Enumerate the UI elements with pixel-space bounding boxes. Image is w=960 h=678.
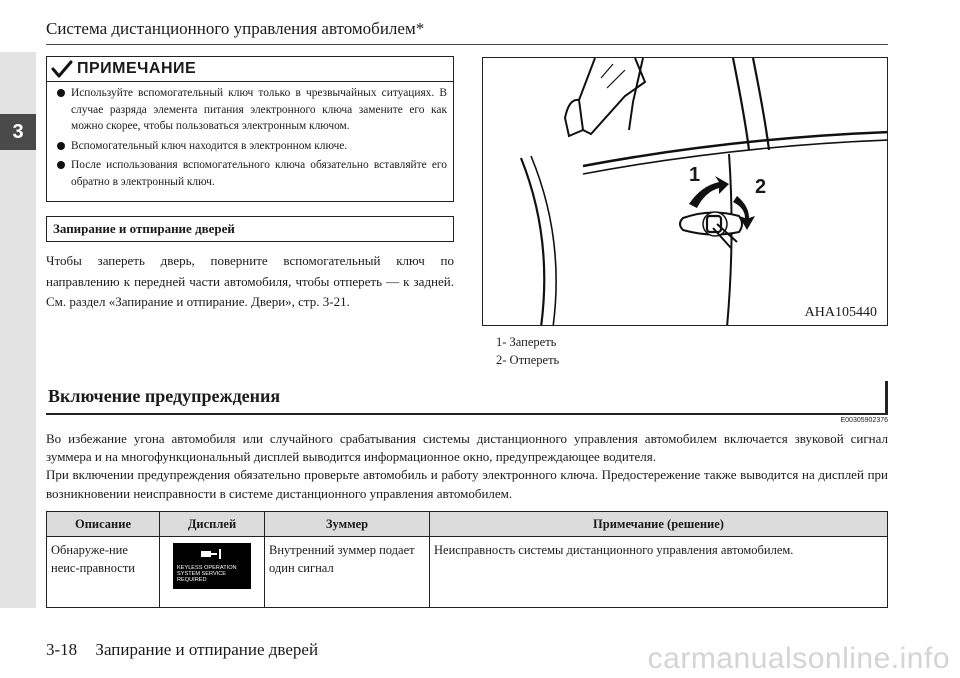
section-bar bbox=[885, 381, 888, 415]
pencil-icon bbox=[51, 60, 73, 78]
note-item: После использования вспомогательного ключа обязательно вставляйте его обратно в электронный ключ. bbox=[55, 157, 447, 190]
key-icon bbox=[199, 547, 225, 561]
warning-text bbox=[46, 430, 888, 503]
marker-2: 2 bbox=[755, 176, 767, 198]
table-header-row bbox=[47, 512, 888, 537]
section-rule bbox=[46, 413, 888, 415]
note-title: ПРИМЕЧАНИЕ bbox=[77, 60, 197, 77]
lock-section-text: Чтобы запереть дверь, поверните вспомогательный ключ по направлению к передней части автомобиля, чтобы отпереть — к задней. См. раздел «Запирание и отпирание. Двери», стр. 3-21. bbox=[46, 253, 454, 309]
note-item: Вспомогательный ключ находится в электронном ключе. bbox=[55, 138, 447, 155]
bullet-icon bbox=[57, 161, 65, 169]
marker-1: 1 bbox=[689, 164, 701, 186]
section-code: E00305902376 bbox=[840, 417, 888, 424]
cell-buzzer: Внутренний зуммер подает один сигнал bbox=[265, 537, 430, 608]
section-heading bbox=[46, 381, 888, 415]
illustration-legend bbox=[496, 333, 559, 369]
door-lock-illustration bbox=[482, 57, 888, 326]
warning-table bbox=[46, 511, 888, 608]
watermark: carmanualsonline.info bbox=[647, 642, 950, 675]
footer-section: Запирание и отпирание дверей bbox=[95, 640, 319, 659]
paragraph: Во избежание угона автомобиля или случайного срабатывания системы дистанционного управления автомобилем включается звуковой сигнал зуммера и на многофункциональный дисплей выводится информационное окно, предупреждающее водителя. bbox=[46, 431, 888, 465]
note-item: Используйте вспомогательный ключ только в чрезвычайных ситуациях. В случае разряда элемента питания электронного ключа замените его как можно скорее, чтобы пользоваться электронным ключом. bbox=[55, 85, 447, 135]
table-header: Описание bbox=[47, 512, 160, 537]
table-header: Зуммер bbox=[265, 512, 430, 537]
section-title: Включение предупреждения bbox=[48, 386, 281, 406]
page-footer bbox=[46, 640, 318, 660]
illustration-code: AHA105440 bbox=[804, 305, 877, 320]
display-text: KEYLESS OPERATION SYSTEM SERVICE REQUIRED bbox=[177, 565, 237, 584]
cell-description: Обнаруже-ние неис-правности bbox=[47, 537, 160, 608]
note-list bbox=[55, 85, 447, 194]
page-number: 3-18 bbox=[46, 640, 78, 659]
note-box bbox=[46, 56, 454, 202]
table-header: Примечание (решение) bbox=[430, 512, 888, 537]
chapter-tab: 3 bbox=[0, 114, 36, 150]
cell-display bbox=[160, 537, 265, 608]
display-screen bbox=[173, 543, 251, 589]
legend-item: 2- Отпереть bbox=[496, 353, 560, 367]
legend-item: 1- Запереть bbox=[496, 335, 557, 349]
page-header-title: Система дистанционного управления автомобилем* bbox=[46, 19, 425, 38]
cell-remark: Неисправность системы дистанционного управления автомобилем. bbox=[430, 537, 888, 608]
table-row bbox=[47, 537, 888, 608]
paragraph: При включении предупреждения обязательно проверьте автомобиль и работу электронного ключа. Предостережение также выводится на дисплей при возникновении неисправности в системе дистанционного управления автомобилем. bbox=[46, 467, 888, 501]
table-header: Дисплей bbox=[160, 512, 265, 537]
door-drawing bbox=[483, 58, 888, 326]
lock-section-title: Запирание и отпирание дверей bbox=[46, 216, 454, 242]
bullet-icon bbox=[57, 142, 65, 150]
bullet-icon bbox=[57, 89, 65, 97]
header-rule bbox=[46, 44, 888, 45]
note-header bbox=[47, 57, 196, 81]
note-header-rule bbox=[47, 81, 453, 82]
